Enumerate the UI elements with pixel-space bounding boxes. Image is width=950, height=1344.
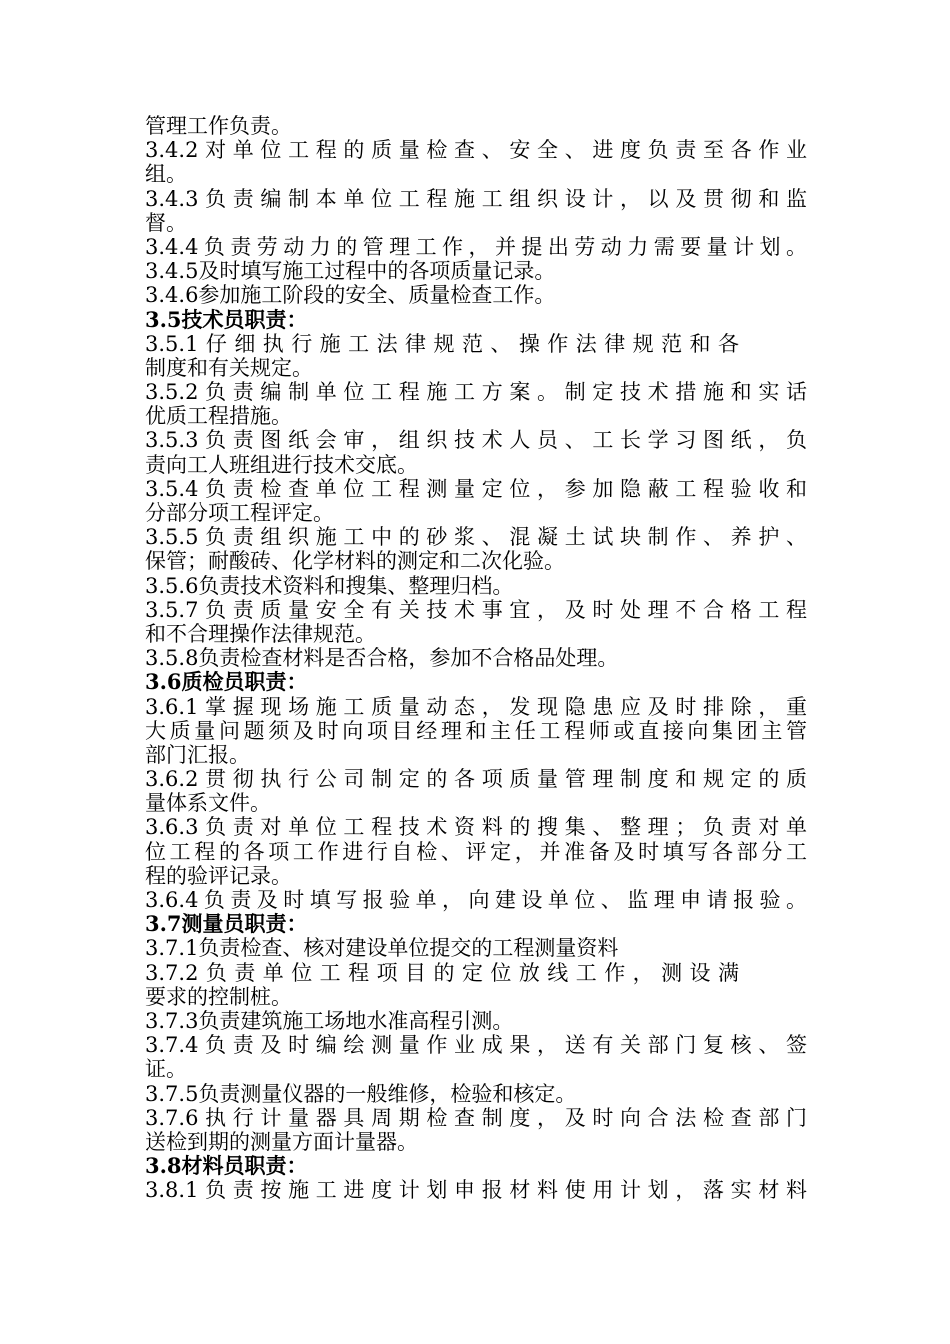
text-line: 保管；耐酸砖、化学材料的测定和二次化验。 — [145, 549, 565, 574]
text-line: 程的验评记录。 — [145, 863, 292, 888]
text-line: 3.4.3负责编制本单位工程施工组织设计，以及贯彻和监 — [145, 186, 807, 211]
text-line: 3.5.6负责技术资料和搜集、整理归档。 — [145, 573, 514, 598]
text-line: 3.6.3负责对单位工程技术资料的搜集、整理；负责对单 — [145, 815, 807, 840]
text-line: 位工程的各项工作进行自检、评定，并准备及时填写各部分工 — [145, 839, 807, 864]
text-line: 分部分项工程评定。 — [145, 501, 334, 525]
text-line: 和不合理操作法律规范。 — [145, 621, 376, 646]
text-line: 3.4.6参加施工阶段的安全、质量检查工作。 — [145, 283, 556, 308]
text-line: 3.7.2负责单位工程项目的定位放线工作，测设满 — [145, 960, 739, 985]
text-line: 组。 — [145, 162, 187, 187]
text-line: 证。 — [145, 1057, 187, 1082]
text-line: 3.6.4负责及时填写报验单，向建设单位、监理申请报验。 — [145, 888, 807, 912]
text-line: 3.7.4负责及时编绘测量作业成果，送有关部门复核、签 — [145, 1033, 807, 1058]
text-line: 3.5.1仔细执行施工法律规范、操作法律规范和各 — [145, 331, 739, 356]
text-line: 3.4.5及时填写施工过程中的各项质量记录。 — [145, 259, 556, 284]
text-line: 部门汇报。 — [145, 742, 250, 767]
text-line: 优质工程措施。 — [145, 404, 292, 429]
document-page — [145, 114, 807, 1202]
section-heading: 3.8材料员职责： — [145, 1154, 308, 1179]
text-line: 3.4.2对单位工程的质量检查、安全、进度负责至各作业 — [145, 138, 807, 163]
text-line: 3.5.7负责质量安全有关技术事宜，及时处理不合格工程 — [145, 597, 807, 622]
text-line: 管理工作负责。 — [145, 114, 292, 138]
text-line: 3.7.6执行计量器具周期检查制度，及时向合法检查部门 — [145, 1105, 807, 1130]
text-line: 制度和有关规定。 — [145, 355, 313, 380]
text-line: 3.5.2负责编制单位工程施工方案。制定技术措施和实话 — [145, 380, 807, 405]
text-line: 3.4.4负责劳动力的管理工作，并提出劳动力需要量计划。 — [145, 234, 807, 259]
text-line: 量体系文件。 — [145, 791, 271, 816]
text-line: 3.5.5负责组织施工中的砂浆、混凝土试块制作、养护、 — [145, 525, 807, 550]
section-heading: 3.5技术员职责： — [145, 307, 308, 332]
section-heading: 3.6质检员职责： — [145, 670, 308, 695]
text-line: 要求的控制桩。 — [145, 984, 292, 1009]
text-line: 3.7.5负责测量仪器的一般维修，检验和核定。 — [145, 1081, 577, 1106]
text-line: 送检到期的测量方面计量器。 — [145, 1129, 418, 1154]
text-line: 3.5.4负责检查单位工程测量定位，参加隐蔽工程验收和 — [145, 476, 807, 501]
section-heading: 3.7测量员职责： — [145, 912, 308, 937]
text-line: 大质量问题须及时向项目经理和主任工程师或直接向集团主管 — [145, 718, 807, 743]
text-line: 3.7.1负责检查、核对建设单位提交的工程测量资料 — [145, 936, 619, 961]
text-line: 3.7.3负责建筑施工场地水准高程引测。 — [145, 1008, 514, 1033]
text-line: 责向工人班组进行技术交底。 — [145, 452, 418, 477]
text-line: 3.5.3负责图纸会审，组织技术人员、工长学习图纸，负 — [145, 428, 807, 453]
text-line: 3.6.2贯彻执行公司制定的各项质量管理制度和规定的质 — [145, 767, 807, 792]
text-line: 督。 — [145, 210, 187, 235]
text-line: 3.8.1负责按施工进度计划申报材料使用计划，落实材料 — [145, 1178, 807, 1203]
text-line: 3.6.1掌握现场施工质量动态，发现隐患应及时排除，重 — [145, 694, 807, 719]
text-line: 3.5.8负责检查材料是否合格，参加不合格品处理。 — [145, 646, 619, 671]
